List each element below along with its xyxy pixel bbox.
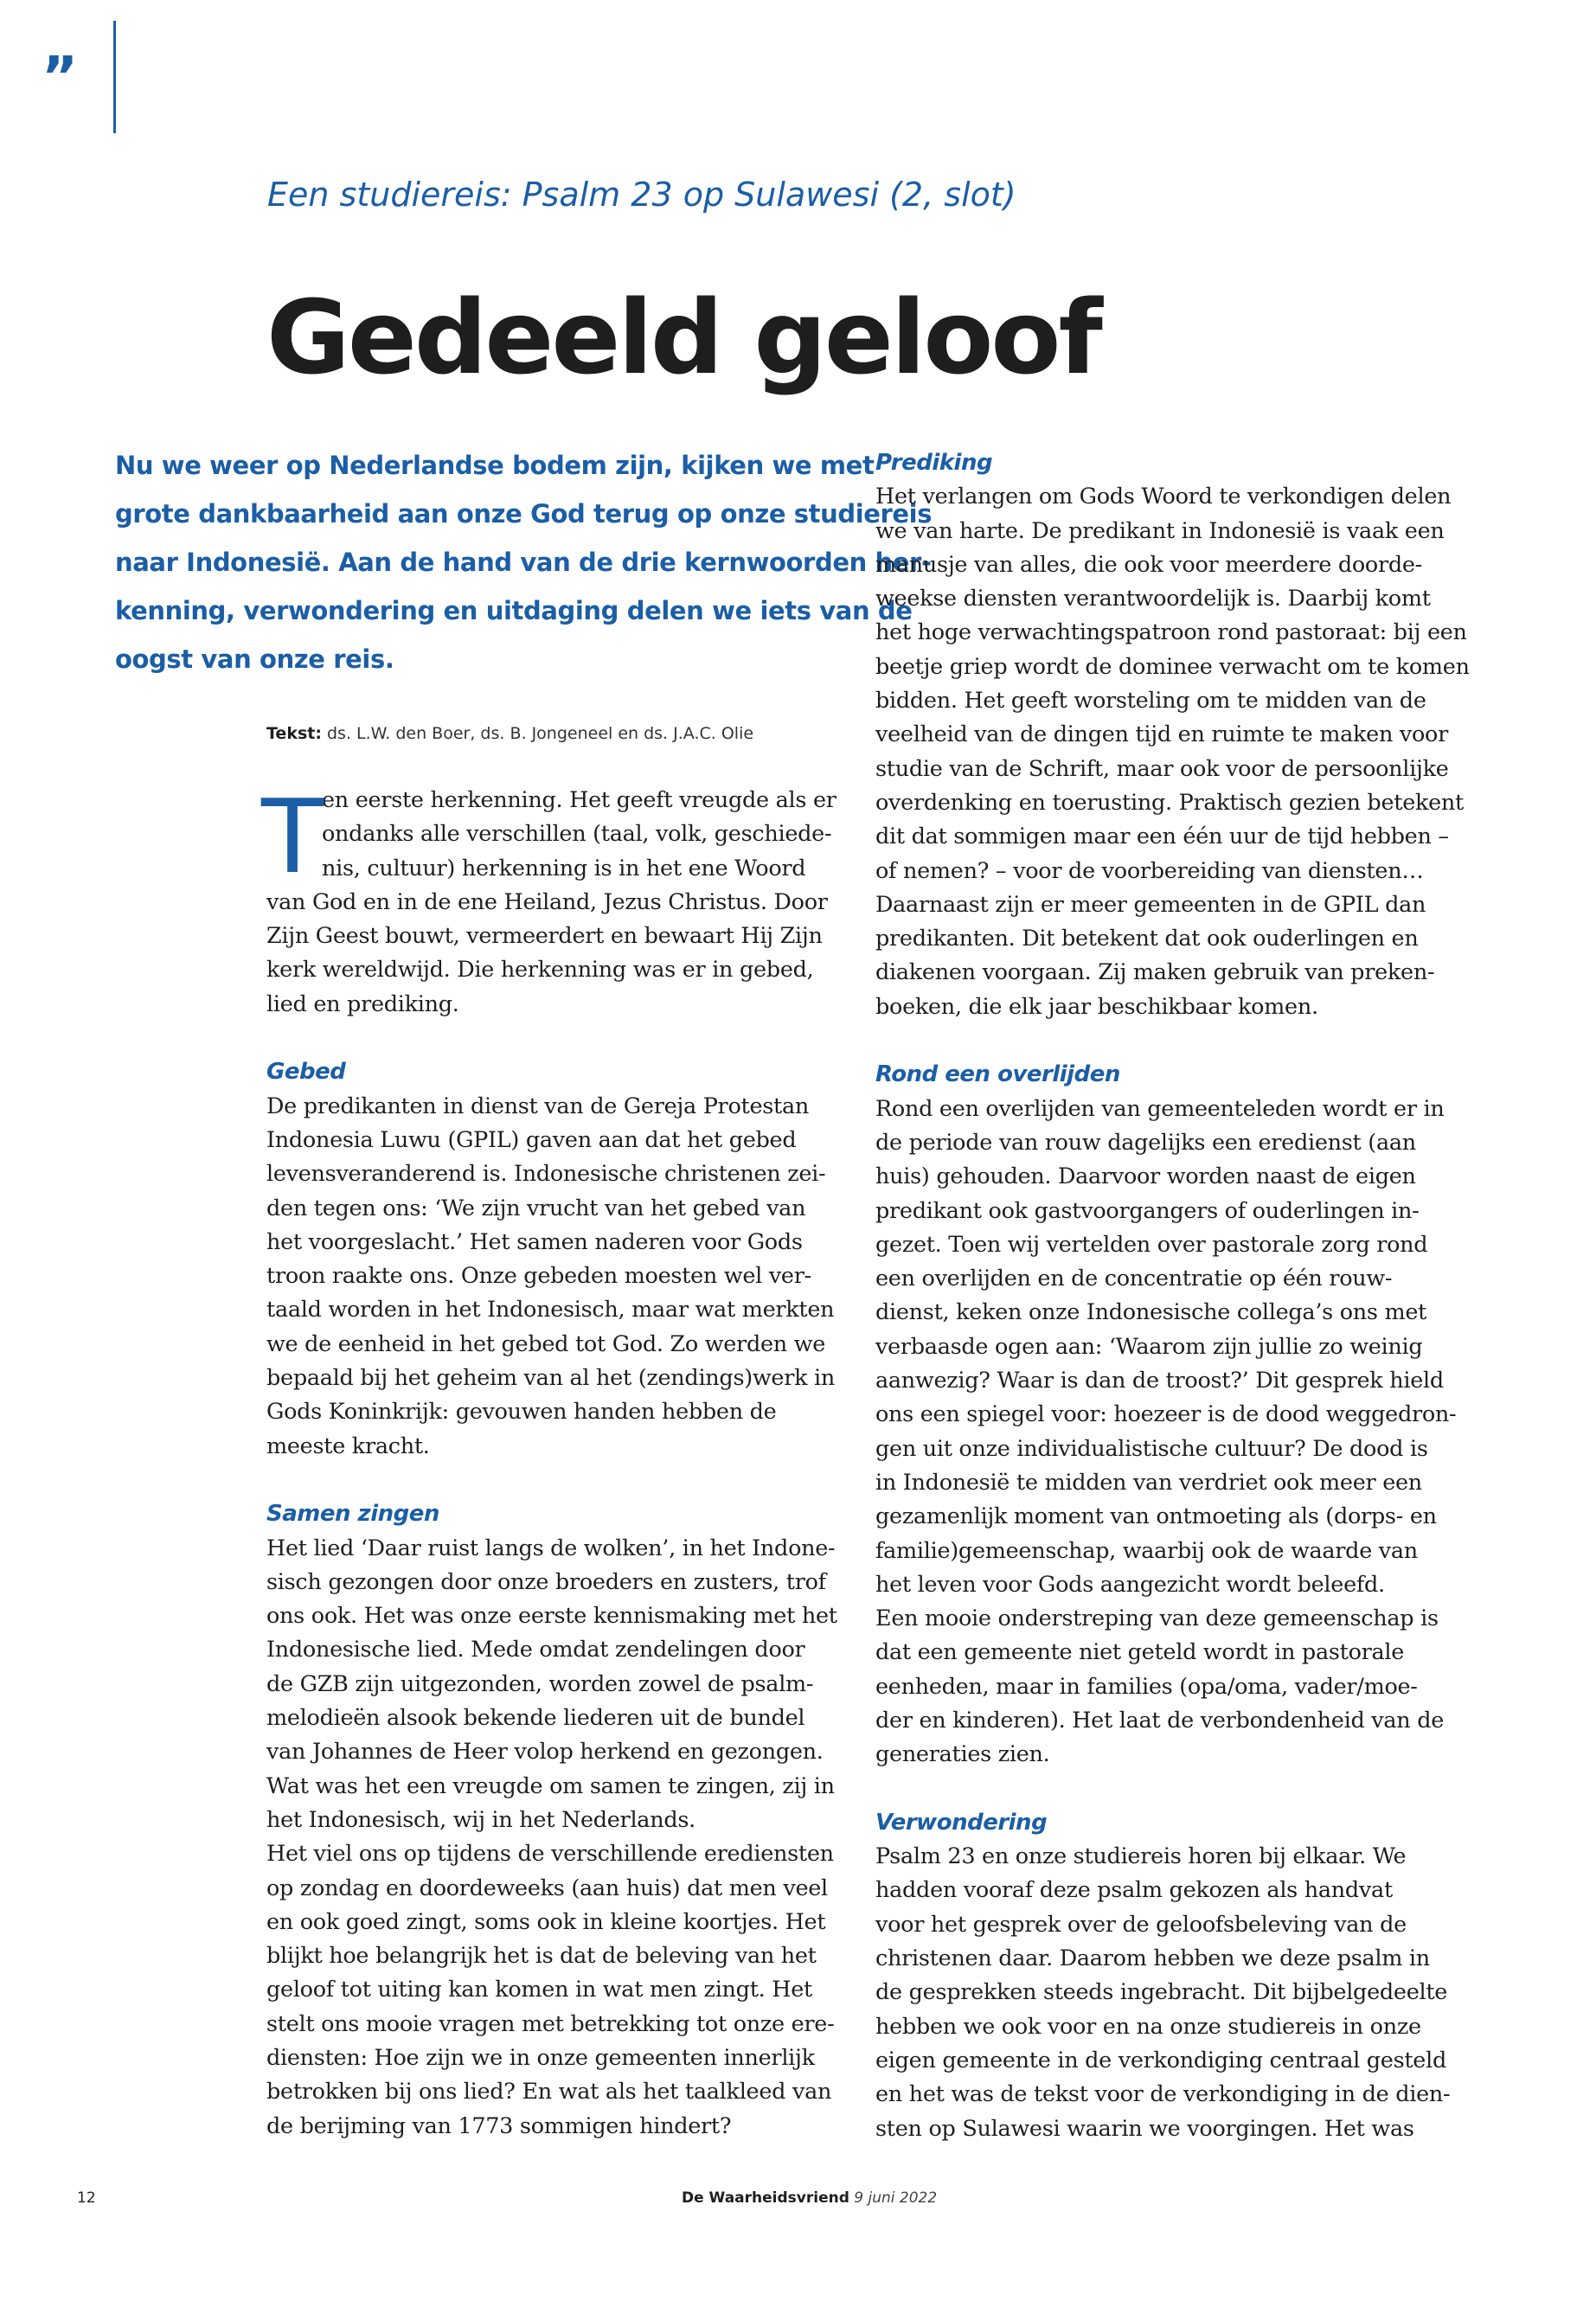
body-line: het hoge verwachtingspatroon rond pastoraat: bij een: [875, 619, 1467, 646]
body-line: Gods Koninkrijk: gevouwen handen hebben de: [266, 1399, 777, 1426]
body-line: Indonesische lied. Mede omdat zendelingen door: [266, 1637, 805, 1663]
body-line: diensten: Hoe zijn we in onze gemeenten innerlijk: [266, 2044, 815, 2071]
magazine-name: De Waarheidsvriend: [682, 2189, 849, 2207]
right-column-body: [875, 446, 1470, 2146]
body-line: hadden vooraf deze psalm gekozen als handvat: [875, 1877, 1393, 1904]
left-column-body: [266, 886, 837, 2144]
body-line: christenen daar. Daarom hebben we deze psalm in: [875, 1945, 1430, 1972]
body-line: troon raakte ons. Onze gebeden moesten wel ver-: [266, 1263, 811, 1290]
intro-line: oogst van onze reis.: [115, 644, 394, 674]
body-line: voor het gesprek over de geloofsbeleving van de: [875, 1911, 1407, 1938]
body-line: geloof tot uiting kan komen in wat men zingt. Het: [266, 1977, 812, 2003]
section-heading: Rond een overlijden: [875, 1061, 1120, 1088]
page-number: 12: [77, 2189, 96, 2207]
body-line: gen uit onze individualistische cultuur? De dood is: [875, 1435, 1428, 1462]
body-line: manusje van alles, die ook voor meerdere doorde-: [875, 551, 1423, 578]
body-line: dit dat sommigen maar een één uur de tijd hebben –: [875, 824, 1449, 850]
right-column: [875, 446, 1470, 2146]
body-line: predikanten. Dit betekent dat ook ouderlingen en: [875, 926, 1419, 952]
body-line: hebben we ook voor en na onze studiereis in onze: [875, 2013, 1421, 2040]
body-line: Daarnaast zijn er meer gemeenten in de GPIL dan: [875, 891, 1426, 918]
body-line: de periode van rouw dagelijks een eredienst (aan: [875, 1129, 1416, 1156]
section-heading: Gebed: [266, 1059, 346, 1086]
paragraph-gap: [875, 1024, 1455, 1058]
byline: [266, 721, 753, 747]
body-line: het Indonesisch, wij in het Nederlands.: [266, 1806, 695, 1833]
body-line: betrokken bij ons lied? En wat als het taalkleed van: [266, 2079, 832, 2106]
body-line: Wat was het een vreugde om samen te zingen, zij in: [266, 1772, 835, 1799]
body-line: Indonesia Luwu (GPIL) gaven aan dat het gebed: [266, 1126, 797, 1153]
body-line: de GZB zijn uitgezonden, worden zowel de psalm-: [266, 1670, 814, 1697]
body-line: familie)gemeenschap, waarbij ook de waarde van: [875, 1537, 1418, 1564]
body-line: en het was de tekst voor de verkondiging in de dien-: [875, 2081, 1451, 2108]
opening-lines: [266, 784, 837, 886]
body-line: Zijn Geest bouwt, vermeerdert en bewaart Hij Zijn: [266, 923, 823, 950]
body-line: op zondag en doordeweeks (aan huis) dat men veel: [266, 1875, 828, 1901]
body-line: eigen gemeente in de verkondiging centraal gesteld: [875, 2047, 1446, 2073]
intro-line: grote dankbaarheid aan onze God terug op onze studiereis: [115, 499, 933, 529]
section-heading: Prediking: [875, 450, 993, 476]
body-line: in Indonesië te midden van verdriet ook meer een: [875, 1469, 1422, 1496]
body-line: Het verlangen om Gods Woord te verkondigen delen: [875, 484, 1452, 510]
quote-divider: [113, 21, 116, 133]
body-line: Psalm 23 en onze studiereis horen bij elkaar. We: [875, 1843, 1407, 1870]
body-line: bepaald bij het geheim van al het (zendings)werk in: [266, 1365, 836, 1392]
body-line: Een mooie onderstreping van deze gemeenschap is: [875, 1606, 1439, 1632]
body-line: lied en prediking.: [266, 990, 459, 1017]
body-line: beetje griep wordt de dominee verwacht om te komen: [875, 653, 1470, 680]
paragraph-gap: [875, 1772, 1455, 1806]
body-line: den tegen ons: ‘We zijn vrucht van het gebed van: [266, 1195, 806, 1221]
section-heading: Samen zingen: [266, 1501, 439, 1528]
intro-line: Nu we weer op Nederlandse bodem zijn, kijken we met: [115, 451, 875, 480]
body-line: ondanks alle verschillen (taal, volk, geschiede-: [322, 821, 832, 848]
article-kicker: Een studiereis: Psalm 23 op Sulawesi (2, slot): [267, 176, 1016, 214]
body-line: van God en in de ene Heiland, Jezus Christus. Door: [266, 888, 828, 915]
body-line: studie van de Schrift, maar ook voor de persoonlijke: [875, 755, 1449, 782]
body-line: blijkt hoe belangrijk het is dat de beleving van het: [266, 1943, 817, 1970]
body-line: ons een spiegel voor: hoezeer is de dood weggedron-: [875, 1401, 1457, 1428]
body-line: ons ook. Het was onze eerste kennismaking met het: [266, 1603, 837, 1630]
body-line: predikant ook gastvoorgangers of ouderlingen in-: [875, 1197, 1420, 1224]
body-line: overdenking en toerusting. Praktisch gezien betekent: [875, 789, 1464, 816]
dropcap: T: [261, 777, 324, 896]
body-line: weekse diensten verantwoordelijk is. Daarbij komt: [875, 586, 1431, 612]
body-line: boeken, die elk jaar beschikbaar komen.: [875, 993, 1318, 1020]
body-line: bidden. Het geeft worsteling om te midden van de: [875, 688, 1426, 715]
body-line: stelt ons mooie vragen met betrekking tot onze ere-: [266, 2010, 835, 2037]
body-line: een overlijden en de concentratie op één rouw-: [875, 1266, 1393, 1292]
body-line: nis, cultuur) herkenning is in het ene Woord: [322, 855, 806, 881]
paragraph-gap: [266, 1464, 837, 1497]
body-line: meeste kracht.: [266, 1433, 430, 1459]
body-line: dienst, keken onze Indonesische collega’s ons met: [875, 1299, 1427, 1326]
body-line: en eerste herkenning. Het geeft vreugde als er: [322, 787, 836, 813]
body-line: sisch gezongen door onze broeders en zusters, trof: [266, 1568, 826, 1595]
body-line: de gesprekken steeds ingebracht. Dit bijbelgedeelte: [875, 1979, 1448, 2006]
body-line: of nemen? – voor de voorbereiding van diensten…: [875, 857, 1424, 884]
body-line: gezet. Toen wij vertelden over pastorale zorg rond: [875, 1231, 1428, 1258]
body-line: van Johannes de Heer volop herkend en gezongen.: [266, 1739, 824, 1766]
body-line: de berijming van 1773 sommigen hindert?: [266, 2112, 732, 2139]
body-line: der en kinderen). Het laat de verbondenheid van de: [875, 1707, 1445, 1734]
body-line: het voorgeslacht.’ Het samen naderen voor Gods: [266, 1228, 803, 1255]
body-line: De predikanten in dienst van de Gereja Protestan: [266, 1093, 809, 1119]
body-line: kerk wereldwijd. Die herkenning was er in gebed,: [266, 957, 814, 984]
body-line: levensveranderend is. Indonesische christenen zei-: [266, 1161, 826, 1188]
body-line: we van harte. De predikant in Indonesië is vaak een: [875, 517, 1445, 544]
body-line: sten op Sulawesi waarin we voorgingen. Het was: [875, 2115, 1414, 2142]
left-column: [261, 777, 837, 2144]
section-heading: Verwondering: [875, 1809, 1048, 1836]
body-line: Het lied ‘Daar ruist langs de wolken’, in het Indone-: [266, 1535, 836, 1561]
body-line: huis) gehouden. Daarvoor worden naast de eigen: [875, 1163, 1416, 1190]
body-line: taald worden in het Indonesisch, maar wat merkten: [266, 1297, 835, 1324]
body-line: aanwezig? Waar is dan de troost?’ Dit gesprek hield: [875, 1368, 1444, 1394]
article-intro: [115, 441, 933, 683]
footer-magazine: [682, 2189, 937, 2207]
body-line: dat een gemeente niet geteld wordt in pastorale: [875, 1639, 1405, 1666]
body-line: diakenen voorgaan. Zij maken gebruik van preken-: [875, 959, 1435, 986]
paragraph-gap: [266, 1022, 837, 1055]
body-line: verbaasde ogen aan: ‘Waarom zijn jullie zo weinig: [875, 1333, 1423, 1360]
intro-line: naar Indonesië. Aan de hand van de drie kernwoorden her-: [115, 548, 932, 577]
byline-label: Tekst:: [266, 724, 322, 743]
byline-authors: ds. L.W. den Boer, ds. B. Jongeneel en ds. J.A.C. Olie: [327, 724, 754, 743]
body-line: veelheid van de dingen tijd en ruimte te maken voor: [875, 721, 1448, 748]
article-headline: Gedeeld geloof: [266, 278, 1100, 397]
body-line: gezamenlijk moment van ontmoeting als (dorps- en: [875, 1503, 1437, 1530]
body-line: eenheden, maar in families (opa/oma, vader/moe-: [875, 1673, 1418, 1700]
body-line: het leven voor Gods aangezicht wordt beleefd.: [875, 1571, 1385, 1598]
body-line: melodieën alsook bekende liederen uit de bundel: [266, 1705, 805, 1732]
body-line: we de eenheid in het gebed tot God. Zo werden we: [266, 1330, 826, 1357]
issue-date: 9 juni 2022: [854, 2189, 938, 2207]
body-line: generaties zien.: [875, 1741, 1050, 1768]
body-line: Het viel ons op tijdens de verschillende erediensten: [266, 1841, 834, 1868]
body-line: en ook goed zingt, soms ook in kleine koortjes. Het: [266, 1908, 826, 1935]
quote-mark-icon: ”: [42, 46, 74, 110]
intro-line: kenning, verwondering en uitdaging delen we iets van de: [115, 596, 913, 625]
body-line: Rond een overlijden van gemeenteleden wordt er in: [875, 1095, 1445, 1122]
